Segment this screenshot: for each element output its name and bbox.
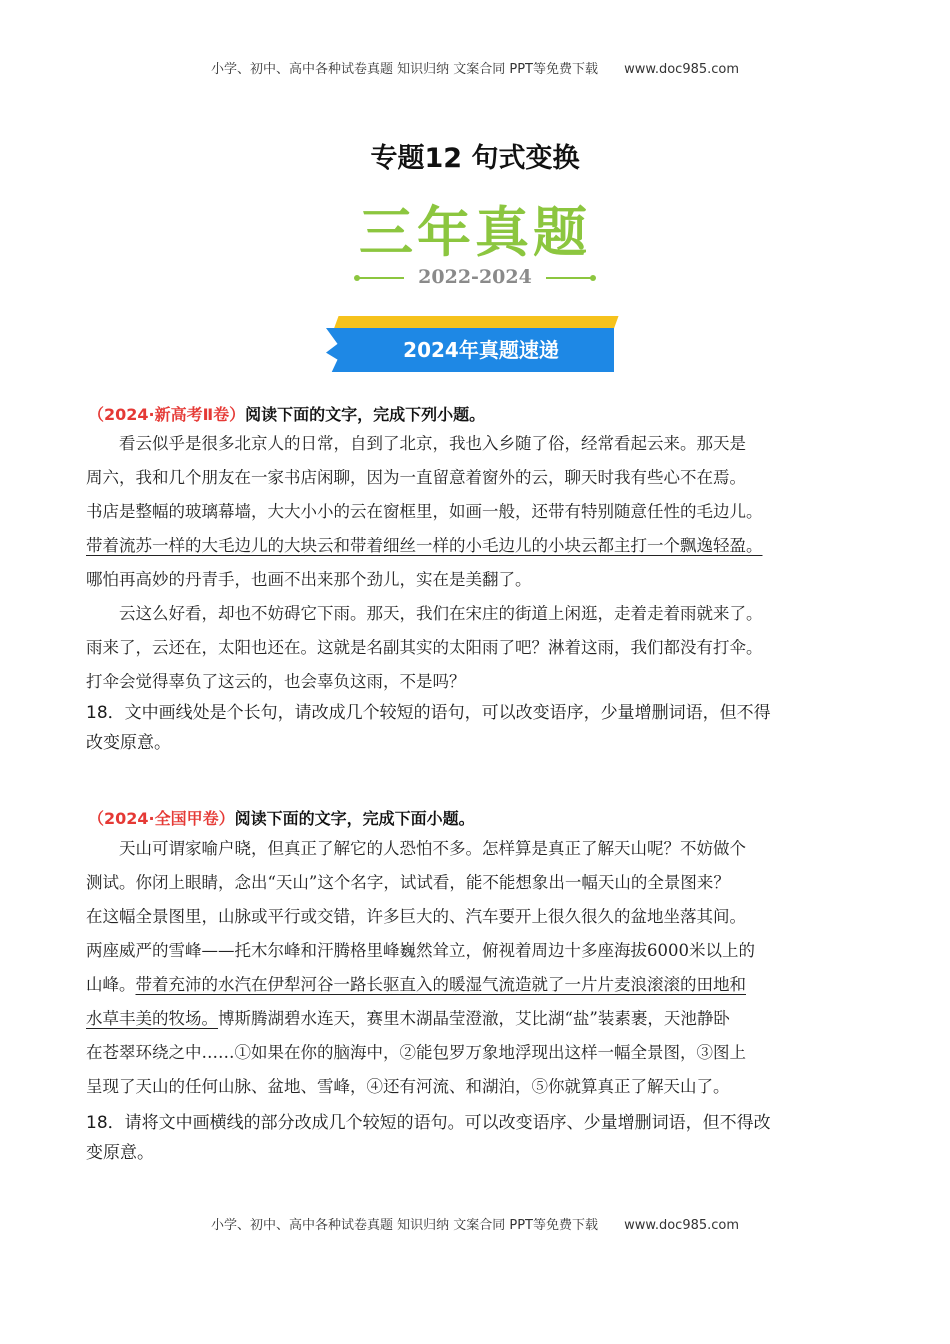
footer-text: 小学、初中、高中各种试卷真题 知识归纳 文案合同 PPT等免费下载 [210, 1218, 598, 1233]
year-range-text: 2022-2024 [418, 266, 532, 288]
passage-line: 测试。你闭上眼睛，念出“天山”这个名字，试试看，能不能想象出一幅天山的全景图来？ [86, 873, 730, 892]
page-header [0, 58, 950, 77]
page-footer [0, 1214, 950, 1233]
underlined-long-sentence: 带着流苏一样的大毛边儿的大块云和带着细丝一样的小毛边儿的小块云都主打一个飘逸轻盈。 [86, 536, 763, 555]
header-url[interactable]: www.doc985.com [624, 62, 740, 77]
section1-heading [88, 402, 485, 425]
section1-question [86, 698, 866, 758]
passage-line [86, 968, 866, 1002]
footer-url[interactable]: www.doc985.com [624, 1218, 740, 1233]
passage-line: 在苍翠环绕之中……①如果在你的脑海中，②能包罗万象地浮现出这样一幅全景图，③图上 [86, 1043, 746, 1062]
question-line: 变原意。 [86, 1143, 154, 1163]
passage-line: 雨来了，云还在，太阳也还在。这就是名副其实的太阳雨了吧？淋着这雨，我们都没有打伞。 [86, 638, 763, 657]
section-banner [318, 316, 614, 376]
page-title: 专题12 句式变换 [370, 143, 580, 174]
passage-text: 博斯腾湖碧水连天，赛里木湖晶莹澄澈，艾比湖“盐”装素裹，天池静卧 [218, 1009, 730, 1028]
passage-line: 呈现了天山的任何山脉、盆地、雪峰，④还有河流、和湖泊，⑤你就算真正了解天山了。 [86, 1077, 730, 1096]
question-line: 18．文中画线处是个长句，请改成几个较短的语句，可以改变语序，少量增删词语，但不得 [86, 703, 771, 723]
passage-line: 在这幅全景图里，山脉或平行或交错，许多巨大的、汽车要开上很久很久的盆地坐落其间。 [86, 907, 746, 926]
header-text: 小学、初中、高中各种试卷真题 知识归纳 文案合同 PPT等免费下载 [210, 62, 598, 77]
question-line: 改变原意。 [86, 733, 171, 753]
underlined-long-sentence: 带着充沛的水汽在伊犁河谷一路长驱直入的暖湿气流造就了一片片麦浪滚滚的田地和 [135, 975, 746, 994]
section2-instruction: 阅读下面的文字，完成下面小题。 [234, 809, 475, 828]
question-line: 18．请将文中画横线的部分改成几个较短的语句。可以改变语序、少量增删词语，但不得改 [86, 1113, 771, 1133]
passage-text: 山峰。 [86, 975, 136, 994]
section2-source-tag: （2024·全国甲卷） [88, 809, 235, 828]
section1-instruction: 阅读下面的文字，完成下列小题。 [245, 405, 486, 424]
passage-line: 看云似乎是很多北京人的日常，自到了北京，我也入乡随了俗，经常看起云来。那天是 [119, 434, 746, 453]
underlined-long-sentence-end: 水草丰美的牧场。 [86, 1009, 218, 1028]
passage-line: 两座威严的雪峰——托木尔峰和汗腾格里峰巍然耸立，俯视着周边十多座海拔6000米以上的 [86, 941, 755, 960]
passage-line: 天山可谓家喻户晓，但真正了解它的人恐怕不多。怎样算是真正了解天山呢？不妨做个 [119, 839, 746, 858]
section2-passage [86, 832, 866, 1104]
section2-heading [88, 806, 475, 829]
passage-line: 周六，我和几个朋友在一家书店闲聊，因为一直留意着窗外的云，聊天时我有些心不在焉。 [86, 468, 746, 487]
section1-passage [86, 427, 866, 699]
banner-label: 2024年真题速递 [403, 338, 559, 362]
section2-question [86, 1108, 866, 1168]
passage-line: 打伞会觉得辜负了这云的，也会辜负这雨，不是吗？ [86, 672, 466, 691]
big-title: 三年真题 [359, 201, 591, 264]
year-range [0, 266, 950, 288]
right-ornament-line [546, 277, 592, 279]
left-ornament-line [358, 277, 404, 279]
passage-line: 云这么好看，却也不妨碍它下雨。那天，我们在宋庄的街道上闲逛，走着走着雨就来了。 [119, 604, 763, 623]
passage-line: 哪怕再高妙的丹青手，也画不出来那个劲儿，实在是美翻了。 [86, 570, 532, 589]
section1-source-tag: （2024·新高考Ⅱ卷） [88, 405, 246, 424]
passage-line [86, 1002, 866, 1036]
passage-line: 书店是整幅的玻璃幕墙，大大小小的云在窗框里，如画一般，还带有特别随意任性的毛边儿。 [86, 502, 763, 521]
